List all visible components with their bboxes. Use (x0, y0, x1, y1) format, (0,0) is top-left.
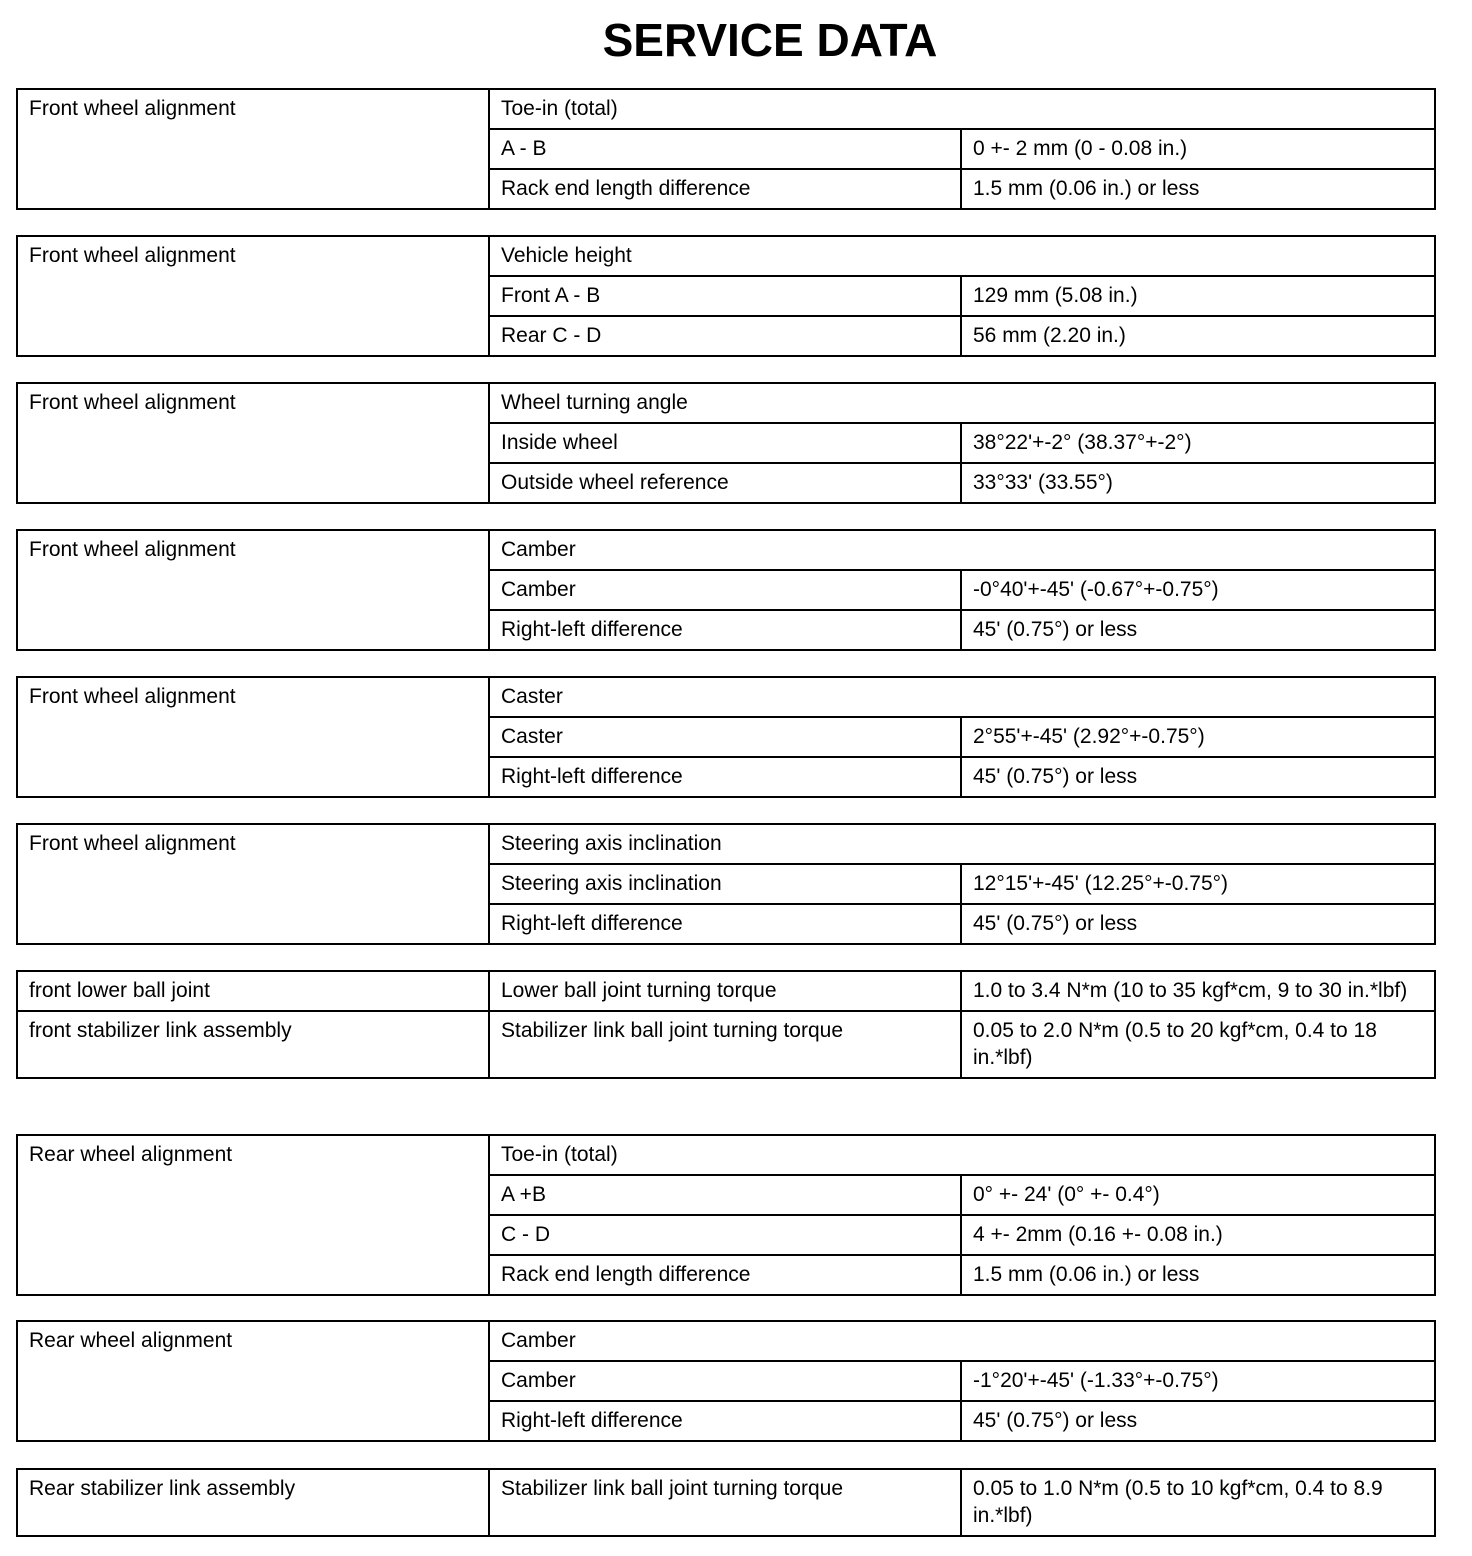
spec-table-front-toe-in (16, 88, 1436, 210)
item-value: 45' (0.75°) or less (961, 1401, 1435, 1441)
item-label: Camber (489, 1361, 961, 1401)
item-value: -1°20'+-45' (-1.33°+-0.75°) (961, 1361, 1435, 1401)
item-value: 0.05 to 1.0 N*m (0.5 to 10 kgf*cm, 0.4 to 8.9 in.*lbf) (961, 1469, 1435, 1536)
spec-table-rear-stabilizer-link (16, 1468, 1436, 1537)
item-value: 1.5 mm (0.06 in.) or less (961, 1255, 1435, 1295)
item-label: Front A - B (489, 276, 961, 316)
section-heading: Wheel turning angle (489, 383, 1435, 423)
item-value: 0.05 to 2.0 N*m (0.5 to 20 kgf*cm, 0.4 to 18 in.*lbf) (961, 1011, 1435, 1078)
item-label: Lower ball joint turning torque (489, 971, 961, 1011)
group-label: Front wheel alignment (17, 824, 489, 944)
item-label: A +B (489, 1175, 961, 1215)
item-value: 4 +- 2mm (0.16 +- 0.08 in.) (961, 1215, 1435, 1255)
item-value: 0 +- 2 mm (0 - 0.08 in.) (961, 129, 1435, 169)
spec-table-front-camber (16, 529, 1436, 651)
item-label: Stabilizer link ball joint turning torque (489, 1469, 961, 1536)
item-value: 1.5 mm (0.06 in.) or less (961, 169, 1435, 209)
item-value: 12°15'+-45' (12.25°+-0.75°) (961, 864, 1435, 904)
item-label: Rack end length difference (489, 169, 961, 209)
component-label: Rear stabilizer link assembly (17, 1469, 489, 1536)
item-value: 2°55'+-45' (2.92°+-0.75°) (961, 717, 1435, 757)
item-label: Right-left difference (489, 904, 961, 944)
section-heading: Toe-in (total) (489, 1135, 1435, 1175)
spec-table-rear-camber (16, 1320, 1436, 1442)
spec-table-caster (16, 676, 1436, 798)
section-heading: Steering axis inclination (489, 824, 1435, 864)
group-label: Front wheel alignment (17, 236, 489, 356)
item-label: A - B (489, 129, 961, 169)
item-label: Outside wheel reference (489, 463, 961, 503)
item-label: Camber (489, 570, 961, 610)
item-label: Right-left difference (489, 1401, 961, 1441)
item-value: 45' (0.75°) or less (961, 904, 1435, 944)
group-label: Front wheel alignment (17, 383, 489, 503)
section-heading: Camber (489, 1321, 1435, 1361)
item-value: 33°33' (33.55°) (961, 463, 1435, 503)
item-value: 56 mm (2.20 in.) (961, 316, 1435, 356)
item-value: 129 mm (5.08 in.) (961, 276, 1435, 316)
group-label: Front wheel alignment (17, 530, 489, 650)
section-heading: Vehicle height (489, 236, 1435, 276)
group-label: Rear wheel alignment (17, 1321, 489, 1441)
item-label: Right-left difference (489, 610, 961, 650)
item-value: 0° +- 24' (0° +- 0.4°) (961, 1175, 1435, 1215)
section-heading: Toe-in (total) (489, 89, 1435, 129)
spec-table-wheel-turning-angle (16, 382, 1436, 504)
group-label: Front wheel alignment (17, 677, 489, 797)
item-label: C - D (489, 1215, 961, 1255)
item-value: 45' (0.75°) or less (961, 757, 1435, 797)
item-label: Inside wheel (489, 423, 961, 463)
spec-table-vehicle-height (16, 235, 1436, 357)
item-value: 45' (0.75°) or less (961, 610, 1435, 650)
item-label: Steering axis inclination (489, 864, 961, 904)
spec-table-steering-axis-inclination (16, 823, 1436, 945)
item-value: 1.0 to 3.4 N*m (10 to 35 kgf*cm, 9 to 30 in.*lbf) (961, 971, 1435, 1011)
group-label: Rear wheel alignment (17, 1135, 489, 1295)
component-label: front stabilizer link assembly (17, 1011, 489, 1078)
item-label: Rack end length difference (489, 1255, 961, 1295)
section-heading: Camber (489, 530, 1435, 570)
section-heading: Caster (489, 677, 1435, 717)
item-value: 38°22'+-2° (38.37°+-2°) (961, 423, 1435, 463)
page-title: SERVICE DATA (602, 14, 938, 66)
spec-table-front-ball-joints (16, 970, 1436, 1079)
item-value: -0°40'+-45' (-0.67°+-0.75°) (961, 570, 1435, 610)
item-label: Right-left difference (489, 757, 961, 797)
group-label: Front wheel alignment (17, 89, 489, 209)
spec-table-rear-toe-in (16, 1134, 1436, 1296)
item-label: Rear C - D (489, 316, 961, 356)
component-label: front lower ball joint (17, 971, 489, 1011)
item-label: Stabilizer link ball joint turning torque (489, 1011, 961, 1078)
item-label: Caster (489, 717, 961, 757)
